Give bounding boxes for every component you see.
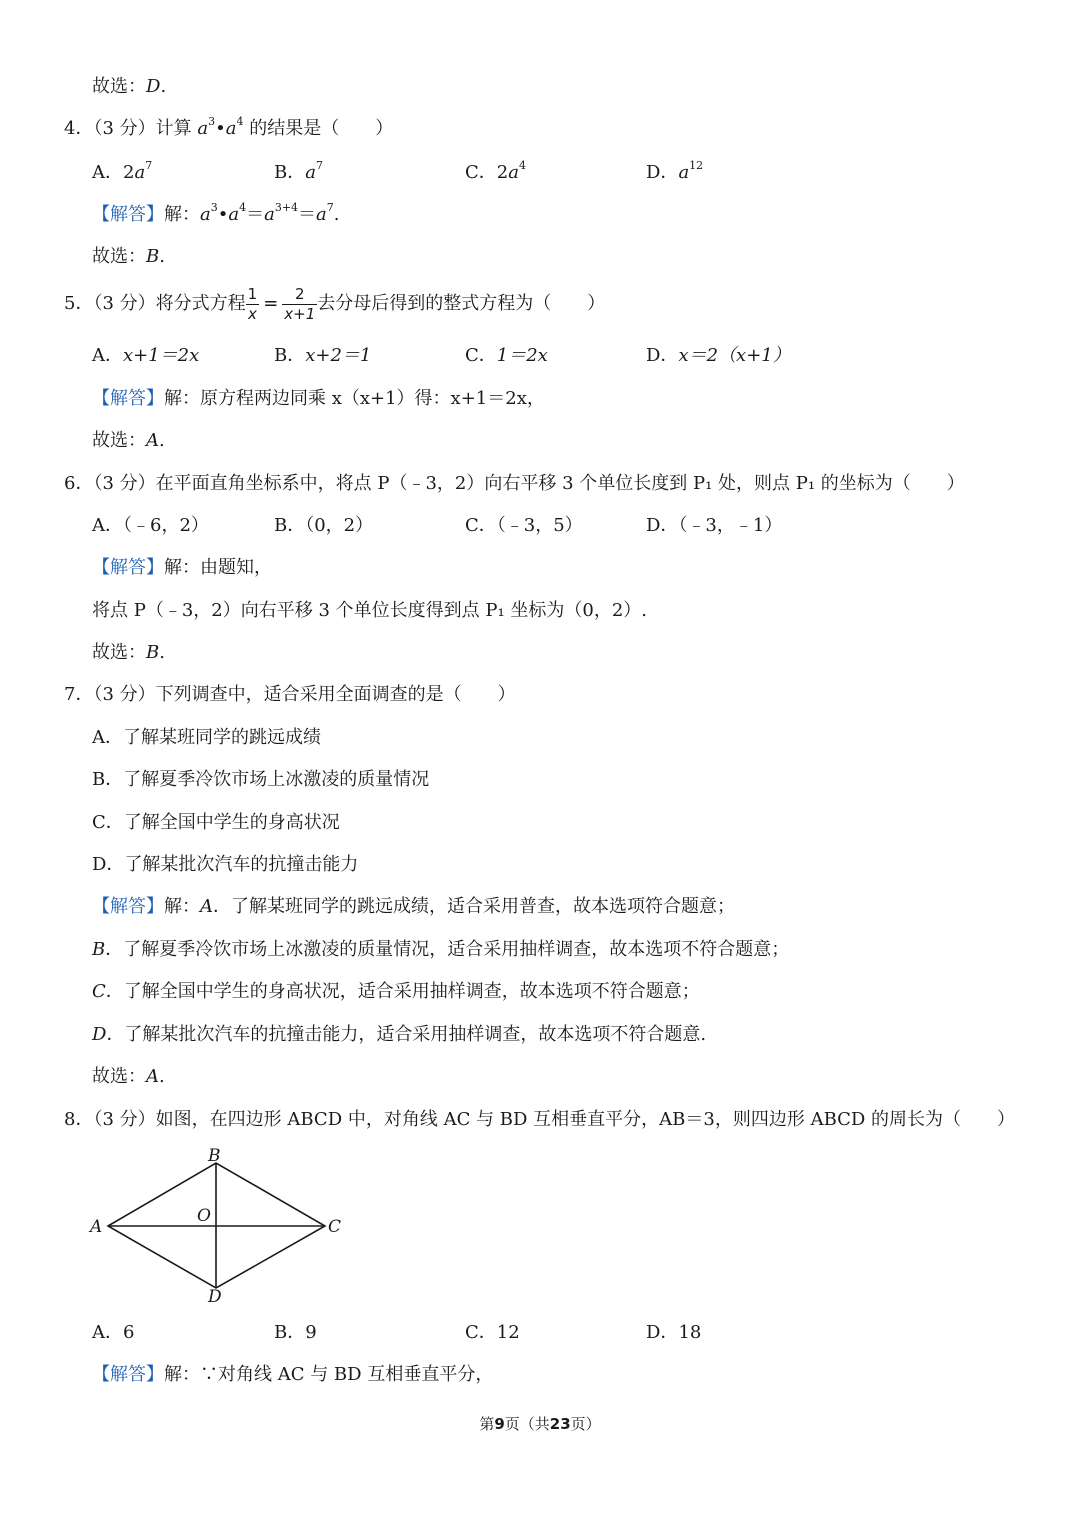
option-label: D． (92, 854, 125, 875)
q4-answer (92, 201, 340, 225)
option-label: B． (274, 515, 306, 536)
option-label: B． (274, 345, 306, 366)
answer-text: 解：∵对角线 AC 与 BD 互相垂直平分， (164, 1364, 494, 1385)
choose-end: . (159, 1066, 165, 1087)
option-text: 6 (123, 1322, 135, 1343)
q8-stem (64, 1111, 1015, 1129)
page-number: 9 (494, 1415, 505, 1433)
analysis-letter: C (92, 981, 106, 1002)
q8-option-d (646, 1324, 701, 1342)
q7-option-b (92, 771, 429, 789)
ans-base: a (200, 204, 211, 225)
q7-analysis-d (92, 1026, 706, 1044)
option-exp: 7 (145, 159, 153, 172)
q4-text-post: 的结果是（ ） (243, 118, 394, 139)
answer-text: 解：由题知， (164, 557, 272, 578)
option-label: C． (465, 162, 497, 183)
option-text: 了解夏季冷饮市场上冰激凌的质量情况 (123, 769, 430, 790)
option-var: a (678, 162, 690, 183)
answer-pre: 解： (164, 204, 200, 225)
choose-choice: B (146, 246, 160, 267)
q7-score: （3 分） (93, 684, 156, 705)
q7-number: 7． (64, 684, 94, 705)
analysis-text: ．了解夏季冷饮市场上冰激凌的质量情况，适合采用抽样调查，故本选项不符合题意； (105, 939, 790, 960)
choose-end: . (159, 642, 165, 663)
q4-base2: a (225, 118, 237, 139)
option-label: B． (274, 1322, 306, 1343)
choose-label: 故选： (92, 430, 146, 451)
q6-option-c (465, 517, 583, 535)
analysis-letter: A (200, 896, 213, 917)
q4-choose (92, 248, 165, 266)
q7-analysis-c (92, 983, 700, 1001)
q8-score: （3 分） (93, 1109, 156, 1130)
q5-option-d (646, 347, 791, 365)
option-label: A． (92, 515, 123, 536)
option-text: （0，2） (305, 515, 374, 536)
answer-tag: 【解答】 (92, 204, 164, 225)
q6-answer-line2: 将点 P（﹣3，2）向右平移 3 个单位长度得到点 P₁ 坐标为（0，2）. (92, 600, 648, 621)
choose-label: 故选： (92, 1066, 146, 1087)
q4-option-c (465, 159, 526, 183)
option-label: B． (92, 769, 124, 790)
q8-number: 8． (64, 1109, 94, 1130)
q8-answer (92, 1366, 493, 1384)
option-label: D． (646, 345, 679, 366)
fraction-numerator: 1 (247, 284, 258, 303)
vertex-label-d: D (208, 1287, 222, 1307)
q5-stem (64, 284, 605, 324)
analysis-letter: D (92, 1024, 107, 1045)
option-label: A． (92, 727, 123, 748)
option-label: C． (465, 345, 497, 366)
option-text: 1＝2x (496, 345, 548, 366)
option-text: 了解某批次汽车的抗撞击能力 (124, 854, 359, 875)
q7-option-d (92, 856, 358, 874)
choose-end: . (160, 76, 167, 97)
option-text: 了解某班同学的跳远成绩 (123, 727, 321, 748)
q5-option-b (274, 347, 371, 365)
ans-eq: ＝ (298, 204, 317, 225)
ans-exp: 7 (326, 201, 334, 214)
option-exp: 4 (518, 159, 526, 172)
option-text: x＝2（x+1） (678, 345, 791, 366)
q7-text: 下列调查中，适合采用全面调查的是（ ） (155, 684, 516, 705)
fraction-right (282, 285, 317, 324)
option-label: D． (646, 515, 679, 536)
fraction-numerator: 2 (282, 285, 317, 305)
option-text: （﹣3，5） (496, 515, 583, 536)
q6-option-d (646, 517, 782, 535)
q7-option-a (92, 729, 321, 747)
analysis-text: ．了解某批次汽车的抗撞击能力，适合采用抽样调查，故本选项不符合题意. (106, 1024, 707, 1045)
ans-exp: 4 (239, 201, 247, 214)
ans-eq: ＝ (246, 204, 265, 225)
answer-tag: 【解答】 (92, 557, 164, 578)
center-label-o: O (197, 1206, 211, 1226)
fraction-denominator: x+1 (284, 304, 316, 323)
option-label: A． (92, 1322, 123, 1343)
q8-option-c (465, 1324, 520, 1342)
option-label: A． (92, 345, 123, 366)
q4-text-pre: 计算 (155, 118, 198, 139)
footer-pre: 第 (479, 1415, 495, 1433)
q8-text: 如图，在四边形 ABCD 中，对角线 AC 与 BD 互相垂直平分，AB＝3，则四边形 ABCD 的周长为（ ） (155, 1109, 1016, 1130)
q4-base1: a (197, 118, 209, 139)
ans-dot: • (217, 204, 229, 225)
option-text: x+1＝2x (123, 345, 200, 366)
q6-number: 6． (64, 473, 94, 494)
q6-stem (64, 475, 965, 493)
q5-text-post: 去分母后得到的整式方程为（ ） (317, 293, 606, 314)
q5-option-a (92, 347, 199, 365)
option-label: C． (465, 515, 497, 536)
analysis-text: ．了解某班同学的跳远成绩，适合采用普查，故本选项符合题意； (213, 896, 735, 917)
q4-exp1: 3 (208, 115, 216, 128)
q4-option-a (92, 159, 153, 183)
answer-pre: 解： (164, 896, 200, 917)
q7-stem (64, 686, 516, 704)
q4-dot: • (215, 118, 226, 139)
answer-tag: 【解答】 (92, 896, 164, 917)
equals-sign: = (263, 293, 279, 314)
answer-tag: 【解答】 (92, 388, 164, 409)
option-text: （﹣3，﹣1） (678, 515, 783, 536)
q7-answer (92, 898, 735, 916)
option-label: C． (465, 1322, 497, 1343)
ans-base: a (316, 204, 327, 225)
page-footer (0, 1417, 1080, 1432)
vertex-label-b: B (208, 1146, 221, 1166)
q7-choose (92, 1068, 165, 1086)
q5-number: 5． (64, 293, 94, 314)
ans-exp: 3 (210, 201, 218, 214)
ans-base: a (264, 204, 275, 225)
vertex-label-a: A (90, 1217, 103, 1237)
q5-text-pre: 将分式方程 (155, 293, 246, 314)
fraction-denominator: x (247, 304, 257, 323)
fraction-left (246, 285, 260, 324)
option-coef: 2 (123, 162, 135, 183)
q4-score: （3 分） (93, 118, 156, 139)
q5-choose (92, 432, 165, 450)
choose-label: 故选： (92, 76, 146, 97)
q6-option-b (274, 517, 373, 535)
q8-option-b (274, 1324, 317, 1342)
choose-choice: B (146, 642, 160, 663)
option-text: 9 (305, 1322, 317, 1343)
option-var: a (134, 162, 146, 183)
choose-choice: A (146, 430, 159, 451)
ans-exp: 3+4 (274, 201, 299, 214)
option-text: 12 (496, 1322, 520, 1343)
q6-text: 在平面直角坐标系中，将点 P（﹣3，2）向右平移 3 个单位长度到 P₁ 处，则点 P₁ 的坐标为（ ） (155, 473, 965, 494)
choose-label: 故选： (92, 642, 146, 663)
analysis-letter: B (92, 939, 106, 960)
option-var: a (508, 162, 519, 183)
q6-score: （3 分） (93, 473, 156, 494)
option-exp: 12 (689, 159, 704, 172)
q5-option-c (465, 347, 548, 365)
q5-score: （3 分） (93, 293, 156, 314)
option-label: C． (92, 812, 124, 833)
analysis-text: ．了解全国中学生的身高状况，适合采用抽样调查，故本选项不符合题意； (105, 981, 700, 1002)
option-var: a (305, 162, 316, 183)
q7-option-c (92, 814, 340, 832)
q6-choose (92, 644, 165, 662)
option-label: B． (274, 162, 306, 183)
q4-option-b (274, 159, 323, 183)
vertex-label-c: C (328, 1217, 342, 1237)
q5-answer (92, 390, 545, 408)
option-label: D． (646, 162, 679, 183)
rhombus-figure (86, 1142, 356, 1308)
q4-stem (64, 115, 394, 139)
q8-option-a (92, 1324, 134, 1342)
ans-base: a (228, 204, 240, 225)
q4-option-d (646, 159, 704, 183)
answer-tag: 【解答】 (92, 1364, 164, 1385)
option-coef: 2 (496, 162, 509, 183)
footer-post: 页） (570, 1415, 601, 1433)
choose-choice: D (146, 76, 161, 97)
option-text: x+2＝1 (305, 345, 372, 366)
q4-number: 4． (64, 118, 94, 139)
choose-label: 故选： (92, 246, 146, 267)
choose-end: . (159, 246, 165, 267)
option-label: A． (92, 162, 123, 183)
choose-choice: A (146, 1066, 159, 1087)
option-exp: 7 (315, 159, 323, 172)
option-text: 了解全国中学生的身高状况 (123, 812, 340, 833)
footer-mid: 页（共 (504, 1415, 550, 1433)
choose-end: . (159, 430, 165, 451)
q6-option-a (92, 517, 209, 535)
ans-end: . (333, 204, 340, 225)
option-text: 18 (678, 1322, 702, 1343)
q4-exp2: 4 (236, 115, 244, 128)
q6-answer (92, 559, 272, 577)
option-label: D． (646, 1322, 679, 1343)
q7-analysis-b (92, 941, 789, 959)
answer-text: 解：原方程两边同乘 x（x+1）得：x+1＝2x， (164, 388, 545, 409)
page-total: 23 (549, 1415, 571, 1433)
prev-choose-line (92, 78, 166, 96)
option-text: （﹣6，2） (123, 515, 209, 536)
